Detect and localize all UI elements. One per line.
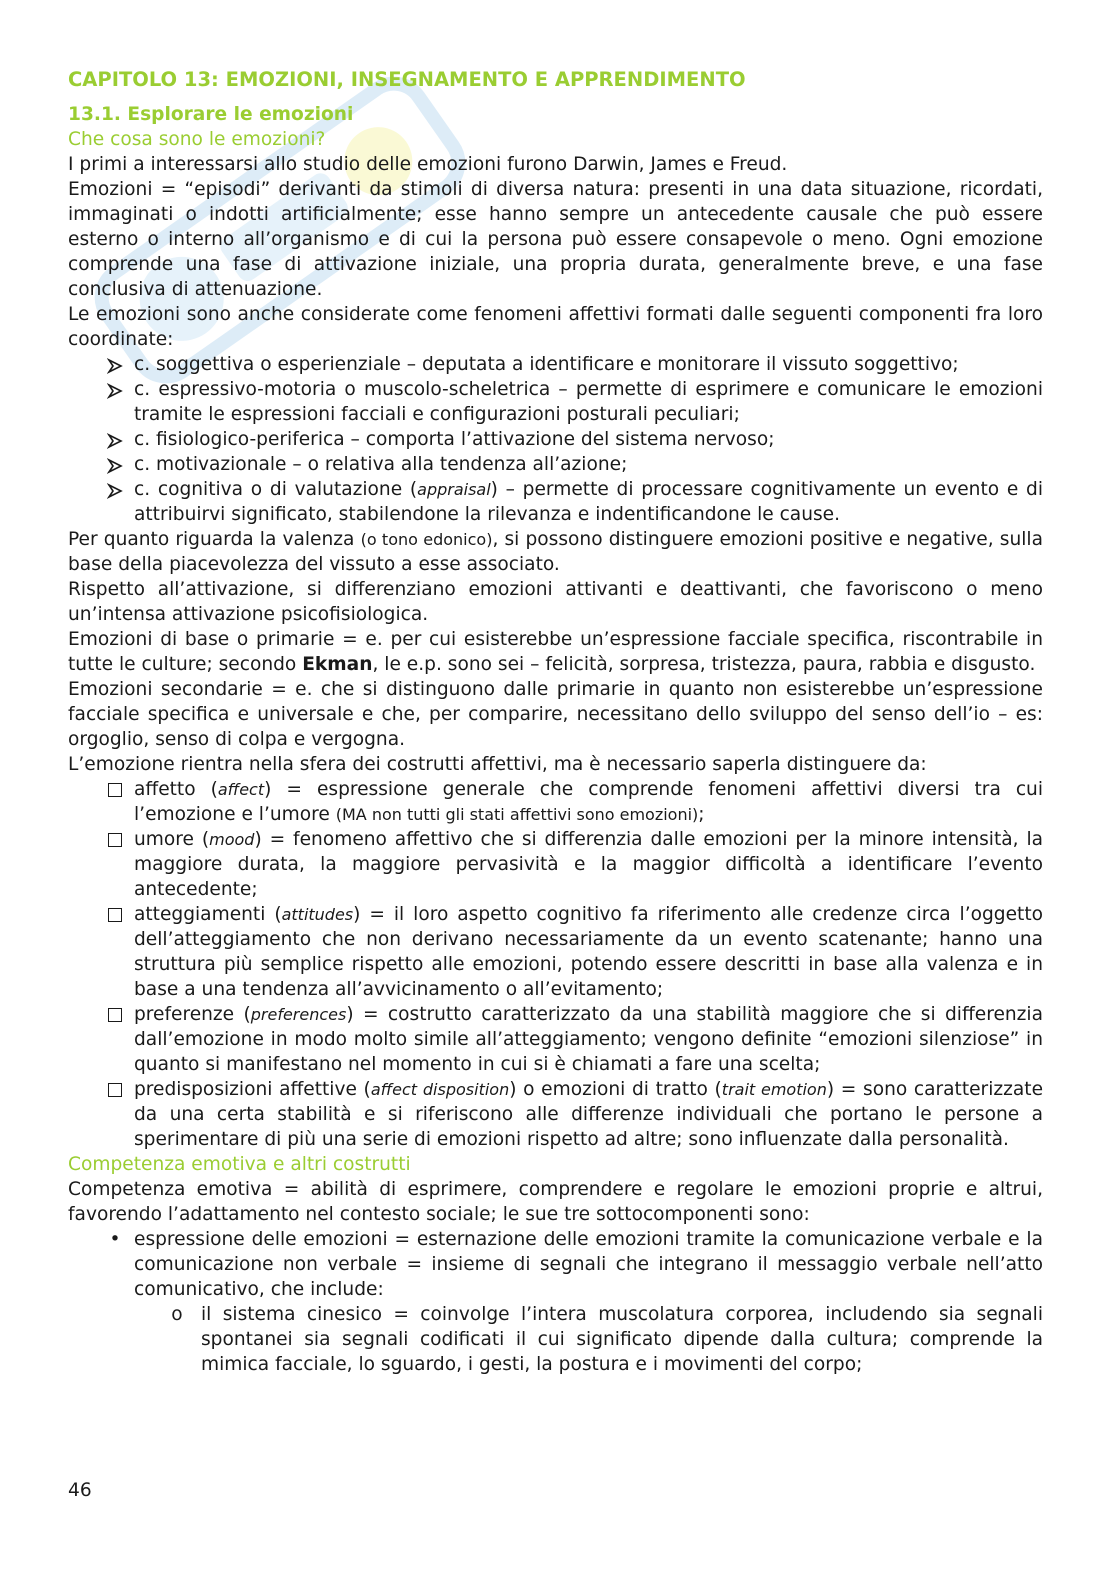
list-item: atteggiamenti (attitudes) = il loro aspetto cognitivo fa riferimento alle credenze circa l’oggetto dell’atteggiamento che non derivano necessariamente da un evento scatenante; hanno una struttura più semplice rispetto alle emozioni, potendo essere descritti in base alla valenza e in base a una tendenza all’avvicinamento o all’evitamento; — [68, 902, 1043, 1002]
checkbox-bullet-icon — [104, 827, 126, 852]
arrow-bullet-icon — [104, 377, 126, 402]
subcomponents-list — [68, 1227, 1043, 1377]
circle-bullet-icon: o — [171, 1304, 183, 1325]
list-item: o il sistema cinesico = coinvolge l’intera muscolatura corporea, includendo sia segnali spontanei sia segnali codificati il cui significato dipende dalla cultura; comprende la mimica facciale, lo sguardo, i gesti, la postura e i movimenti del corpo; — [68, 1302, 1043, 1377]
chapter-title: CAPITOLO 13: EMOZIONI, INSEGNAMENTO E APPRENDIMENTO — [68, 68, 746, 91]
paragraph: L’emozione rientra nella sfera dei costrutti affettivi, ma è necessario saperla distinguere da: — [68, 754, 927, 775]
paragraph: Emozioni di base o primarie = e. per cui esisterebbe un’espressione facciale specifica, riscontrabile in tutte le culture; secondo Ekman, le e.p. sono sei – felicità, sorpresa, tristezza, paura, rabbia e disgusto. — [68, 629, 1043, 675]
checkbox-bullet-icon — [104, 777, 126, 802]
list-item: c. soggettiva o esperienziale – deputata a identificare e monitorare il vissuto soggettivo; — [68, 352, 1043, 377]
paragraph: Emozioni = “episodi” derivanti da stimoli di diversa natura: presenti in una data situazione, ricordati, immaginati o indotti artificialmente; esse hanno sempre un antecedente causale che può essere esterno o interno all’organismo e di cui la persona può essere consapevole o meno. Ogni emozione comprende una fase di attivazione iniziale, una propria durata, generalmente breve, e una fase conclusiva di attenuazione. — [68, 179, 1043, 300]
list-item: umore (mood) = fenomeno affettivo che si differenzia dalle emozioni per la minore intensità, la maggiore durata, la maggiore pervasività e la maggior difficoltà a identificare l’evento antecedente; — [68, 827, 1043, 902]
checkbox-bullet-icon — [104, 1002, 126, 1027]
arrow-bullet-icon — [104, 477, 126, 502]
list-item: preferenze (preferences) = costrutto caratterizzato da una stabilità maggiore che si differenzia dall’emozione in modo molto simile all’atteggiamento; vengono definite “emozioni silenziose” in quanto si manifestano nel momento in cui si è chiamati a fare una scelta; — [68, 1002, 1043, 1077]
checkbox-bullet-icon — [104, 902, 126, 927]
components-list — [68, 352, 1043, 527]
list-item: c. motivazionale – o relativa alla tendenza all’azione; — [68, 452, 1043, 477]
paragraph: Le emozioni sono anche considerate come fenomeni affettivi formati dalle seguenti componenti fra loro coordinate: — [68, 304, 1043, 350]
arrow-bullet-icon — [104, 427, 126, 452]
subsection-title: Che cosa sono le emozioni? — [68, 129, 326, 150]
paragraph: Per quanto riguarda la valenza (o tono edonico), si possono distinguere emozioni positive e negative, sulla base della piacevolezza del vissuto a esse associato. — [68, 529, 1043, 575]
constructs-list — [68, 777, 1043, 1152]
dot-bullet-icon: • — [109, 1229, 121, 1250]
list-item: c. fisiologico-periferica – comporta l’attivazione del sistema nervoso; — [68, 427, 1043, 452]
paragraph: I primi a interessarsi allo studio delle emozioni furono Darwin, James e Freud. — [68, 154, 788, 175]
checkbox-bullet-icon — [104, 1077, 126, 1102]
list-item: c. espressivo-motoria o muscolo-scheletrica – permette di esprimere e comunicare le emozioni tramite le espressioni facciali e configurazioni posturali peculiari; — [68, 377, 1043, 427]
list-item: • espressione delle emozioni = esternazione delle emozioni tramite la comunicazione verbale e la comunicazione non verbale = insieme di segnali che integrano il messaggio verbale nell’atto comunicativo, che include: — [68, 1227, 1043, 1302]
document-page — [68, 66, 1043, 1377]
list-item: predisposizioni affettive (affect disposition) o emozioni di tratto (trait emotion) = sono caratterizzate da una certa stabilità e si riferiscono alle differenze individuali che portano le persone a sperimentare di più una serie di emozioni rispetto ad altre; sono influenzate dalla personalità. — [68, 1077, 1043, 1152]
arrow-bullet-icon — [104, 452, 126, 477]
paragraph: Competenza emotiva = abilità di esprimere, comprendere e regolare le emozioni proprie e altrui, favorendo l’adattamento nel contesto sociale; le sue tre sottocomponenti sono: — [68, 1179, 1043, 1225]
subsection-title: Competenza emotiva e altri costrutti — [68, 1154, 411, 1175]
section-title: 13.1. Esplorare le emozioni — [68, 104, 354, 125]
page-number: 46 — [68, 1480, 92, 1501]
list-item: affetto (affect) = espressione generale che comprende fenomeni affettivi diversi tra cui l’emozione e l’umore (MA non tutti gli stati affettivi sono emozioni); — [68, 777, 1043, 827]
list-item: c. cognitiva o di valutazione (appraisal) – permette di processare cognitivamente un evento e di attribuirvi significato, stabilendone la rilevanza e indentificandone le cause. — [68, 477, 1043, 527]
arrow-bullet-icon — [104, 352, 126, 377]
paragraph: Emozioni secondarie = e. che si distinguono dalle primarie in quanto non esisterebbe un’espressione facciale specifica e universale e che, per comparire, necessitano dello sviluppo del senso dell’io – es: orgoglio, senso di colpa e vergogna. — [68, 679, 1043, 750]
paragraph: Rispetto all’attivazione, si differenziano emozioni attivanti e deattivanti, che favoriscono o meno un’intensa attivazione psicofisiologica. — [68, 579, 1043, 625]
